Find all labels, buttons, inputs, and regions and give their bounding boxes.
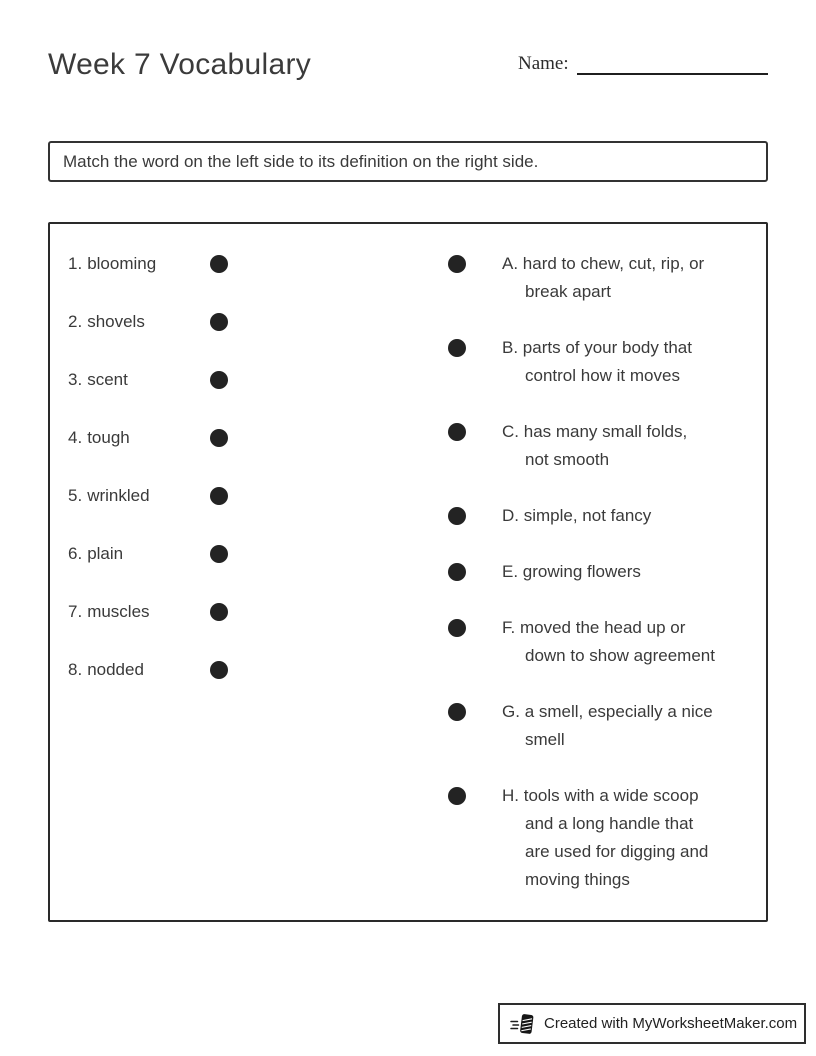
word-text: nodded xyxy=(87,660,144,679)
definition-letter: F. xyxy=(502,618,516,637)
definition-item xyxy=(448,502,748,530)
word-dot xyxy=(210,429,228,447)
word-number: 8. xyxy=(68,660,83,679)
word-number: 3. xyxy=(68,370,83,389)
definition-letter: B. xyxy=(502,338,519,357)
definition-text xyxy=(502,614,748,670)
word-number: 2. xyxy=(68,312,83,331)
word-text: wrinkled xyxy=(87,486,150,505)
definition-list xyxy=(448,250,748,922)
definition-lines: hard to chew, cut, rip, or break apart xyxy=(522,254,705,301)
definition-dot xyxy=(448,619,466,637)
word-text: muscles xyxy=(87,602,150,621)
word-dot xyxy=(210,545,228,563)
definition-lines: simple, not fancy xyxy=(523,506,652,525)
word-text: scent xyxy=(87,370,128,389)
definition-dot xyxy=(448,423,466,441)
definition-lines: tools with a wide scoop and a long handle that are used for digging and moving things xyxy=(523,786,709,889)
definition-dot xyxy=(448,703,466,721)
definition-letter: G. xyxy=(502,702,520,721)
definition-dot xyxy=(448,787,466,805)
word-text: plain xyxy=(87,544,124,563)
word-dot xyxy=(210,255,228,273)
definition-letter: D. xyxy=(502,506,519,525)
word-text: tough xyxy=(87,428,130,447)
word-label xyxy=(68,370,128,390)
word-label xyxy=(68,254,156,274)
definition-item xyxy=(448,558,748,586)
word-row xyxy=(68,482,228,510)
word-number: 4. xyxy=(68,428,83,447)
definition-lines: a smell, especially a nice smell xyxy=(524,702,713,749)
definition-letter: A. xyxy=(502,254,519,273)
definition-text xyxy=(502,782,748,894)
definition-text xyxy=(502,334,748,390)
word-row xyxy=(68,598,228,626)
word-row xyxy=(68,366,228,394)
word-dot xyxy=(210,371,228,389)
definition-text xyxy=(502,502,748,530)
word-number: 6. xyxy=(68,544,83,563)
word-label xyxy=(68,428,130,448)
word-label xyxy=(68,602,150,622)
word-row xyxy=(68,656,228,684)
instruction-text: Match the word on the left side to its definition on the right side. xyxy=(63,151,539,171)
word-row xyxy=(68,424,228,452)
name-underline xyxy=(577,52,768,75)
word-dot xyxy=(210,313,228,331)
page-title: Week 7 Vocabulary xyxy=(48,48,312,81)
definition-item xyxy=(448,418,748,474)
definition-dot xyxy=(448,255,466,273)
word-row xyxy=(68,308,228,336)
word-row xyxy=(68,250,228,278)
credit-box xyxy=(498,1003,806,1044)
worksheet-maker-logo-icon xyxy=(510,1011,536,1037)
definition-text xyxy=(502,558,748,586)
name-field xyxy=(518,48,768,75)
header xyxy=(48,48,768,82)
definition-item xyxy=(448,334,748,390)
word-label xyxy=(68,544,123,564)
word-dot xyxy=(210,487,228,505)
definition-lines: growing flowers xyxy=(522,562,641,581)
word-label xyxy=(68,660,144,680)
definition-text xyxy=(502,250,748,306)
definition-dot xyxy=(448,507,466,525)
definition-item xyxy=(448,614,748,670)
word-label xyxy=(68,312,145,332)
word-text: shovels xyxy=(87,312,145,331)
definition-lines: parts of your body that control how it moves xyxy=(522,338,692,385)
word-label xyxy=(68,486,150,506)
word-row xyxy=(68,540,228,568)
definition-dot xyxy=(448,339,466,357)
word-number: 1. xyxy=(68,254,83,273)
definition-letter: E. xyxy=(502,562,519,581)
definition-item xyxy=(448,698,748,754)
definition-letter: C. xyxy=(502,422,519,441)
word-dot xyxy=(210,603,228,621)
word-dot xyxy=(210,661,228,679)
matching-area xyxy=(48,222,768,922)
credit-text: Created with MyWorksheetMaker.com xyxy=(544,1015,798,1032)
definition-item xyxy=(448,782,748,894)
instruction-box xyxy=(48,141,768,182)
definition-letter: H. xyxy=(502,786,519,805)
word-text: blooming xyxy=(87,254,157,273)
definition-lines: has many small folds, not smooth xyxy=(523,422,688,469)
definition-text xyxy=(502,418,748,474)
word-number: 5. xyxy=(68,486,83,505)
definition-lines: moved the head up or down to show agreement xyxy=(519,618,715,665)
definition-item xyxy=(448,250,748,306)
word-number: 7. xyxy=(68,602,83,621)
definition-dot xyxy=(448,563,466,581)
definition-text xyxy=(502,698,748,754)
word-list xyxy=(68,250,228,714)
name-label: Name: xyxy=(518,53,569,74)
